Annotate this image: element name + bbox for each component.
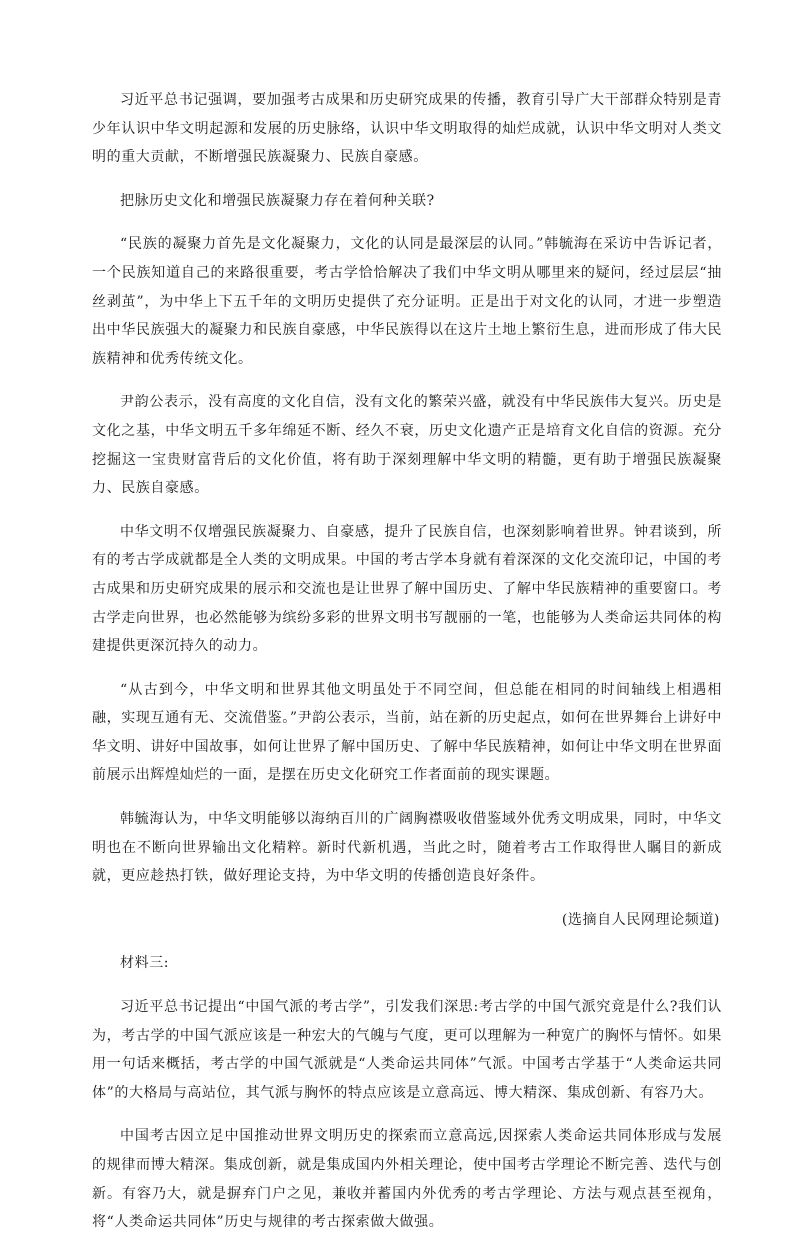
section-label-material-three: 材料三: <box>120 955 170 972</box>
paragraph-material-three-2: 中国考古因立足中国推动世界文明历史的探索而立意高远,因探索人类命运共同体形成与发展的规律而博大精深。集成创新，就是集成国内外相关理论，使中国考古学理论不断完善、迭代与创新。有容乃大，就是摒弃门户之见，兼收并蓄国内外优秀的考古学理论、方法与观点甚至视角，将“人类命运共同体”历史与规律的考古探索做大做强。 <box>92 1128 722 1231</box>
paragraph-han-yuhai-2: 韩毓海认为，中华文明能够以海纳百川的广阔胸襟吸收借鉴域外优秀文明成果，同时，中华文明也在不断向世界输出文化精粹。新时代新机遇，当此之时，随着考古工作取得世人瞩目的新成就，更应趁热打铁，做好理论支持，为中华文明的传播创造良好条件。 <box>92 811 722 885</box>
source-citation: (选摘自人民网理论频道) <box>561 911 720 928</box>
paragraph-zhong-jun: 中华文明不仅增强民族凝聚力、自豪感，提升了民族自信，也深刻影响着世界。钟君谈到，所有的考古学成就都是全人类的文明成果。中国的考古学本身就有着深深的文化交流印记，中国的考古成果和历史研究成果的展示和交流也是让世界了解中国历史、了解中华民族精神的重要窗口。考古学走向世界，也必然能够为缤纷多彩的世界文明书写靓丽的一笔，也能够为人类命运共同体的构建提供更深沉持久的动力。 <box>92 523 722 655</box>
paragraph-material-three-1: 习近平总书记提出“中国气派的考古学”，引发我们深思:考古学的中国气派究竟是什么?我们认为，考古学的中国气派应该是一种宏大的气魄与气度，更可以理解为一种宽广的胸怀与情怀。如果用一句话来概括，考古学的中国气派就是“人类命运共同体”气派。中国考古学基于“人类命运共同体”的大格局与高站位，其气派与胸怀的特点应该是立意高远、博大精深、集成创新、有容乃大。 <box>92 999 722 1101</box>
question-heading: 把脉历史文化和增强民族凝聚力存在着何种关联? <box>120 192 435 209</box>
paragraph-intro: 习近平总书记强调，要加强考古成果和历史研究成果的传播，教育引导广大干部群众特别是青少年认识中华文明起源和发展的历史脉络，认识中华文明取得的灿烂成就，认识中华文明对人类文明的重大贡献，不断增强民族凝聚力、民族自豪感。 <box>92 92 722 166</box>
document-body <box>92 86 722 1252</box>
paragraph-yin-yungong-1: 尹韵公表示，没有高度的文化自信，没有文化的繁荣兴盛，就没有中华民族伟大复兴。历史是文化之基，中华文明五千多年绵延不断、经久不衰，历史文化遗产正是培育文化自信的资源。充分挖掘这一宝贵财富背后的文化价值，将有助于深刻理解中华文明的精髓，更有助于增强民族凝聚力、民族自豪感。 <box>92 394 722 497</box>
paragraph-han-yuhai-1: “民族的凝聚力首先是文化凝聚力，文化的认同是最深层的认同。”韩毓海在采访中告诉记者，一个民族知道自己的来路很重要，考古学恰恰解决了我们中华文明从哪里来的疑问，经过层层“抽丝剥茧”，为中华上下五千年的文明历史提供了充分证明。正是出于对文化的认同，才进一步塑造出中华民族强大的凝聚力和民族自豪感，中华民族得以在这片土地上繁衍生息，进而形成了伟大民族精神和优秀传统文化。 <box>92 236 722 367</box>
paragraph-yin-yungong-2: “从古到今，中华文明和世界其他文明虽处于不同空间，但总能在相同的时间轴线上相遇相融，实现互通有无、交流借鉴。”尹韵公表示，当前，站在新的历史起点，如何在世界舞台上讲好中华文明、讲好中国故事，如何让世界了解中国历史、了解中华民族精神，如何让中华文明在世界面前展示出辉煌灿烂的一面，是摆在历史文化研究工作者面前的现实课题。 <box>92 681 722 784</box>
